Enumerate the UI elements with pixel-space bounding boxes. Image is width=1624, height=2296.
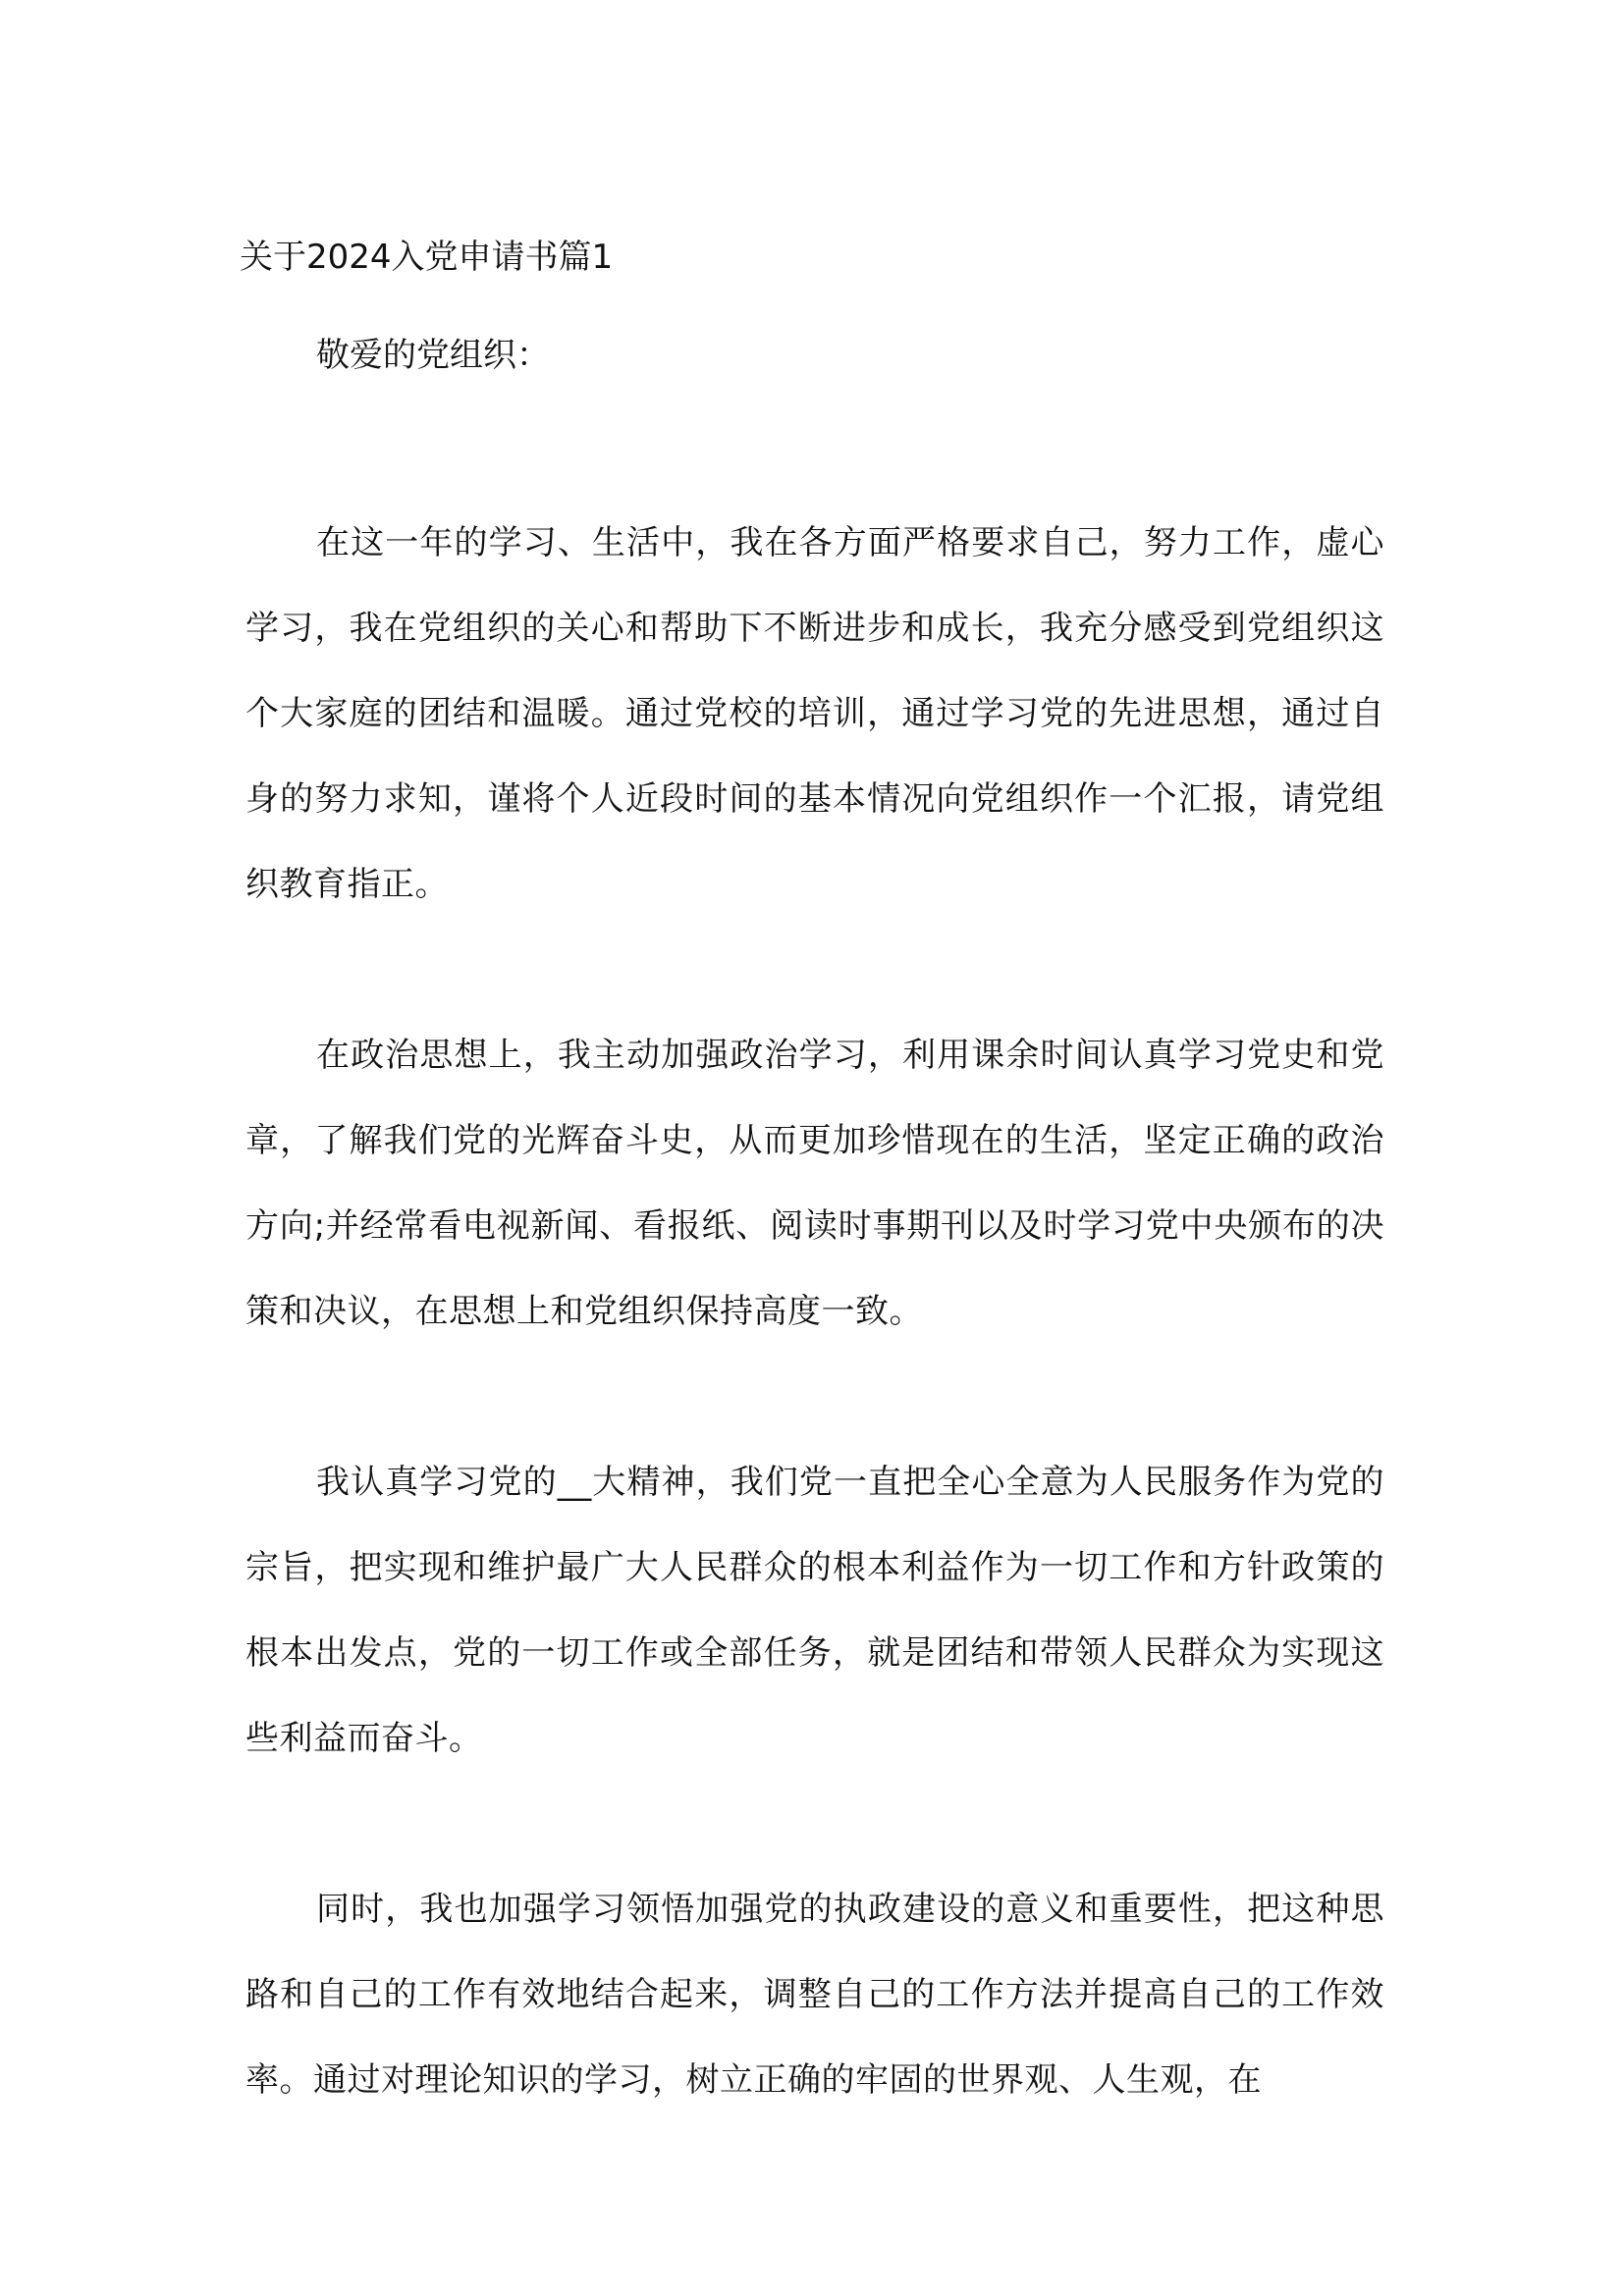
- document-title: 关于2024入党申请书篇1: [240, 238, 614, 277]
- paragraph-2: 在政治思想上，我主动加强政治学习，利用课余时间认真学习党史和党章，了解我们党的光辉奋斗史，从而更加珍惜现在的生活，坚定正确的政治方向;并经常看电视新闻、看报纸、阅读时事期刊以及时学习党中央颁布的决策和决议，在思想上和党组织保持高度一致。: [245, 1036, 1384, 1331]
- paragraph-1: 在这一年的学习、生活中，我在各方面严格要求自己，努力工作，虚心学习，我在党组织的关心和帮助下不断进步和成长，我充分感受到党组织这个大家庭的团结和温暖。通过党校的培训，通过学习党的先进思想，通过自身的努力求知，谨将个人近段时间的基本情况向党组织作一个汇报，请党组织教育指正。: [245, 523, 1384, 904]
- paragraph-4: 同时，我也加强学习领悟加强党的执政建设的意义和重要性，把这种思路和自己的工作有效地结合起来，调整自己的工作方法并提高自己的工作效率。通过对理论知识的学习，树立正确的牢固的世界观、人生观，在: [245, 1890, 1384, 2100]
- salutation: 敬爱的党组织：: [316, 336, 550, 375]
- document-body: [245, 501, 1384, 2209]
- paragraph-3: 我认真学习党的__大精神，我们党一直把全心全意为人民服务作为党的宗旨，把实现和维护最广大人民群众的根本利益作为一切工作和方针政策的根本出发点，党的一切工作或全部任务，就是团结和带领人民群众为实现这些利益而奋斗。: [245, 1463, 1384, 1758]
